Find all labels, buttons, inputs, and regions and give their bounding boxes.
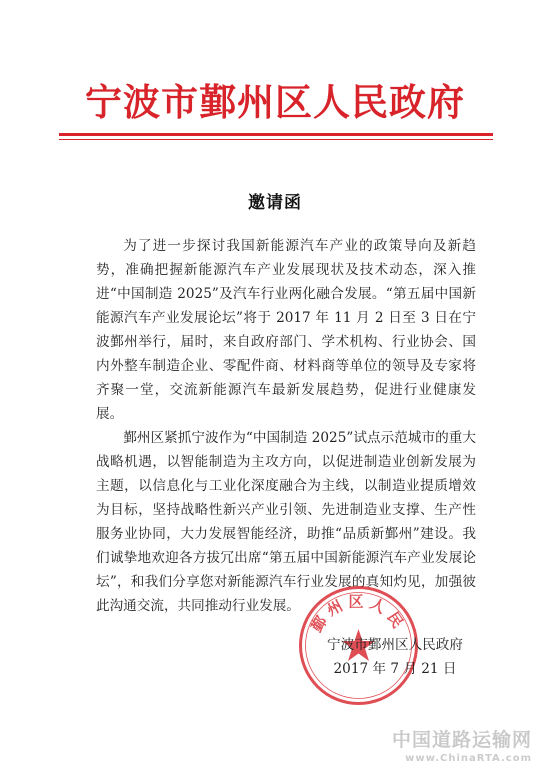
letterhead-rule-thick [59, 133, 493, 136]
body-paragraph-1: 为了进一步探讨我国新能源汽车产业的政策导向及新趋势，准确把握新能源汽车产业发展现状及技术动态，深入推进“中国制造 2025”及汽车行业两化融合发展。“第五届中国新能源汽车产业发展论坛”将于 2017 年 11 月 2 日至 3 日在宁波鄞州举行，届时，来自政府部门、学术机构、行业协会、国内外整车制造企业、零配件商、材料商等单位的领导及专家将齐聚一堂，交流新能源汽车最新发展趋势，促进行业健康发展。 [96, 238, 476, 422]
body-paragraph-2: 鄞州区紧抓宁波作为“中国制造 2025”试点示范城市的重大战略机遇，以智能制造为主攻方向，以促进制造业创新发展为主题，以信息化与工业化深度融合为主线，以制造业提质增效为目标，坚持战略性新兴产业引领、先进制造业支撑、生产性服务业协同，大力发展智能经济，助推“品质新鄞州”建设。我们诚挚地欢迎各方拔冗出席“第五届中国新能源汽车产业发展论坛”，和我们分享您对新能源汽车行业发展的真知灼见，加强彼此沟通交流，共同推动行业发展。 [96, 430, 476, 614]
signature-date: 2017 年 7 月 21 日 [333, 661, 457, 677]
watermark-url: www.ChinaRTA.com [405, 753, 532, 764]
watermark [332, 725, 532, 764]
letterhead-title: 宁波市鄞州区人民政府 [85, 81, 465, 124]
signature-block [300, 633, 490, 681]
watermark-text: 中国道路运输网 [391, 729, 532, 751]
letter-body [96, 234, 476, 618]
signature-organization: 宁波市鄞州区人民政府 [327, 637, 463, 653]
document-title: 邀请函 [248, 193, 302, 213]
seal-text: 鄞州区人民 [307, 592, 410, 636]
letterhead-rule-thin [59, 139, 493, 140]
